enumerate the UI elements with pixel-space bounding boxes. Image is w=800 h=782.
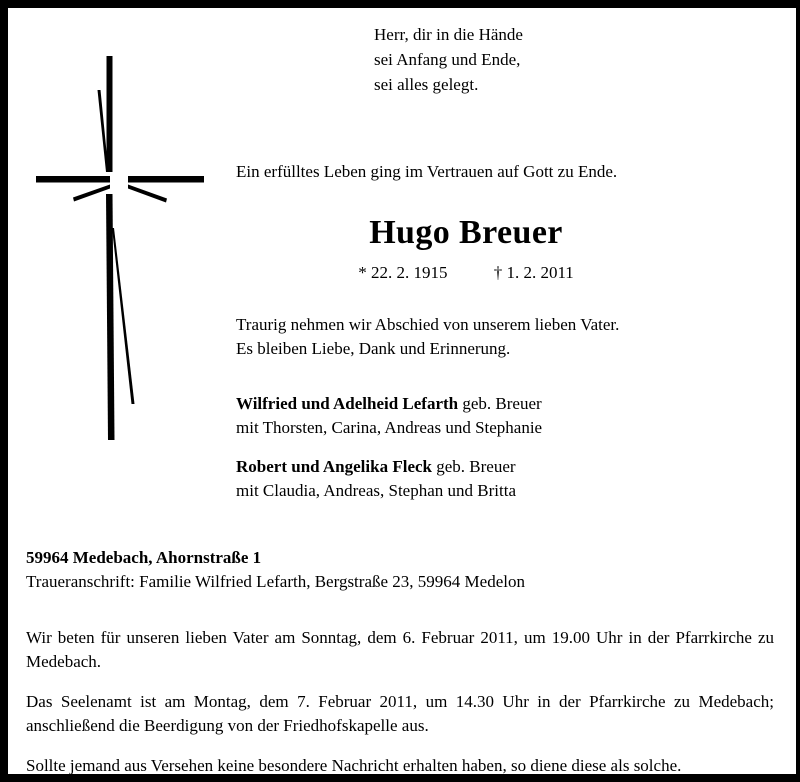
farewell-message	[236, 313, 781, 361]
poem-line-1: Herr, dir in die Hände	[374, 25, 523, 44]
service-detail-requiem: Das Seelenamt ist am Montag, dem 7. Februar 2011, um 14.30 Uhr in der Pfarrkirche zu Medebach; anschließend die Beerdigung von der Friedhofskapelle aus.	[26, 692, 774, 735]
survivor-names-bold: Wilfried und Adelheid Lefarth	[236, 394, 459, 413]
birth-date: * 22. 2. 1915	[358, 263, 448, 282]
poem-line-3: sei alles gelegt.	[374, 75, 479, 94]
survivor-children: mit Thorsten, Carina, Andreas und Stephanie	[236, 418, 543, 437]
survivor-maiden-name: geb. Breuer	[432, 457, 516, 476]
survivor-names	[236, 392, 781, 416]
survivor-names	[236, 455, 781, 479]
service-detail-notice: Sollte jemand aus Versehen keine besondere Nachricht erhalten haben, so diene diese als solche.	[26, 756, 682, 775]
address-street: 59964 Medebach, Ahornstraße 1	[26, 548, 262, 567]
address-block	[26, 546, 766, 594]
mourning-address: Traueranschrift: Familie Wilfried Lefarth, Bergstraße 23, 59964 Medelon	[26, 572, 525, 591]
border-right	[796, 0, 800, 782]
border-left	[0, 0, 8, 782]
survivor-names-bold: Robert und Angelika Fleck	[236, 457, 432, 476]
service-details	[26, 626, 774, 778]
survivor-group	[236, 455, 781, 503]
survivor-group	[236, 392, 781, 440]
memorial-poem	[374, 22, 704, 97]
cross-icon	[18, 48, 218, 458]
survivor-children: mit Claudia, Andreas, Stephan und Britta	[236, 481, 516, 500]
farewell-line-2: Es bleiben Liebe, Dank und Erinnerung.	[236, 339, 511, 358]
service-detail-prayer: Wir beten für unseren lieben Vater am Sonntag, dem 6. Februar 2011, um 19.00 Uhr in der Pfarrkirche zu Medebach.	[26, 628, 774, 671]
death-date: † 1. 2. 2011	[493, 263, 574, 282]
survivors-list	[236, 392, 781, 503]
border-top	[0, 0, 800, 8]
poem-line-2: sei Anfang und Ende,	[374, 50, 521, 69]
farewell-line-1: Traurig nehmen wir Abschied von unserem lieben Vater.	[236, 315, 620, 334]
lead-sentence: Ein erfülltes Leben ging im Vertrauen auf Gott zu Ende.	[236, 162, 618, 181]
life-dates	[236, 263, 696, 283]
deceased-name: Hugo Breuer	[369, 214, 563, 251]
survivor-maiden-name: geb. Breuer	[458, 394, 542, 413]
